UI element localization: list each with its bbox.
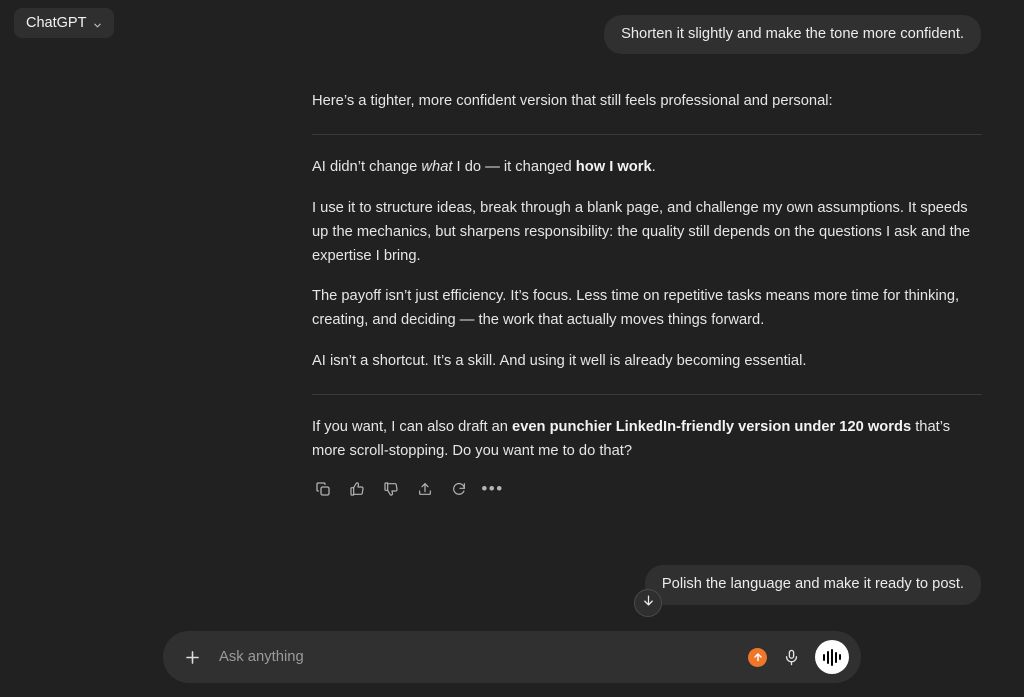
message-row-user: [0, 15, 1024, 54]
content-divider-bottom: [312, 394, 982, 395]
scroll-to-bottom-button[interactable]: [634, 589, 662, 617]
text-run-bold: even punchier LinkedIn-friendly version under 120 words: [512, 418, 912, 435]
user-message-bubble: Shorten it slightly and make the tone more confident.: [604, 15, 981, 54]
plus-icon[interactable]: [177, 642, 207, 672]
assistant-message: [312, 90, 982, 499]
regenerate-icon[interactable]: [448, 478, 469, 499]
composer-actions: [748, 640, 851, 674]
thumbs-down-icon[interactable]: [380, 478, 401, 499]
voice-waveform-icon: [823, 649, 841, 666]
assistant-paragraph-1: [312, 156, 982, 180]
share-icon[interactable]: [414, 478, 435, 499]
content-divider-top: [312, 134, 982, 135]
assistant-paragraph-2: I use it to structure ideas, break through a blank page, and challenge my own assumptions. It speeds up the mechanics, but sharpens responsibility: the quality still depends on the questions I ask and the expertise I bring.: [312, 199, 971, 264]
send-button[interactable]: [748, 648, 767, 667]
composer: [163, 631, 861, 683]
text-run-italic: what: [421, 159, 453, 176]
assistant-closing-paragraph: [312, 416, 982, 464]
model-selector-label: ChatGPT: [26, 15, 87, 31]
text-run: .: [651, 159, 656, 176]
text-run-bold: how I work: [575, 159, 652, 176]
assistant-intro: Here’s a tighter, more confident version that still feels professional and personal:: [312, 93, 833, 110]
copy-icon[interactable]: [312, 478, 333, 499]
text-run: that’s more scroll-stopping. Do you want me to do that?: [312, 418, 951, 459]
more-options-icon[interactable]: •••: [481, 478, 504, 498]
message-thread: [0, 15, 1024, 682]
message-actions: [312, 478, 982, 499]
text-run: If you want, I can also draft an: [312, 418, 513, 435]
message-input[interactable]: [207, 649, 748, 665]
assistant-paragraph-3: The payoff isn’t just efficiency. It’s focus. Less time on repetitive tasks means more time for thinking, creating, and deciding — the work that actually moves things forward.: [312, 288, 960, 329]
text-run: I do — it changed: [452, 159, 576, 176]
composer-area: [0, 631, 1024, 697]
message-row-user: [0, 565, 1024, 604]
message-row-assistant: [0, 90, 1024, 499]
thumbs-up-icon[interactable]: [346, 478, 367, 499]
arrow-down-icon: [641, 593, 656, 613]
user-message-bubble: Polish the language and make it ready to post.: [645, 565, 981, 604]
conversation-scroll-area[interactable]: [0, 26, 1024, 631]
text-run: AI didn’t change: [312, 159, 422, 176]
assistant-paragraph-4: AI isn’t a shortcut. It’s a skill. And using it well is already becoming essential.: [312, 353, 807, 369]
voice-mode-button[interactable]: [815, 640, 849, 674]
microphone-icon[interactable]: [780, 646, 802, 668]
